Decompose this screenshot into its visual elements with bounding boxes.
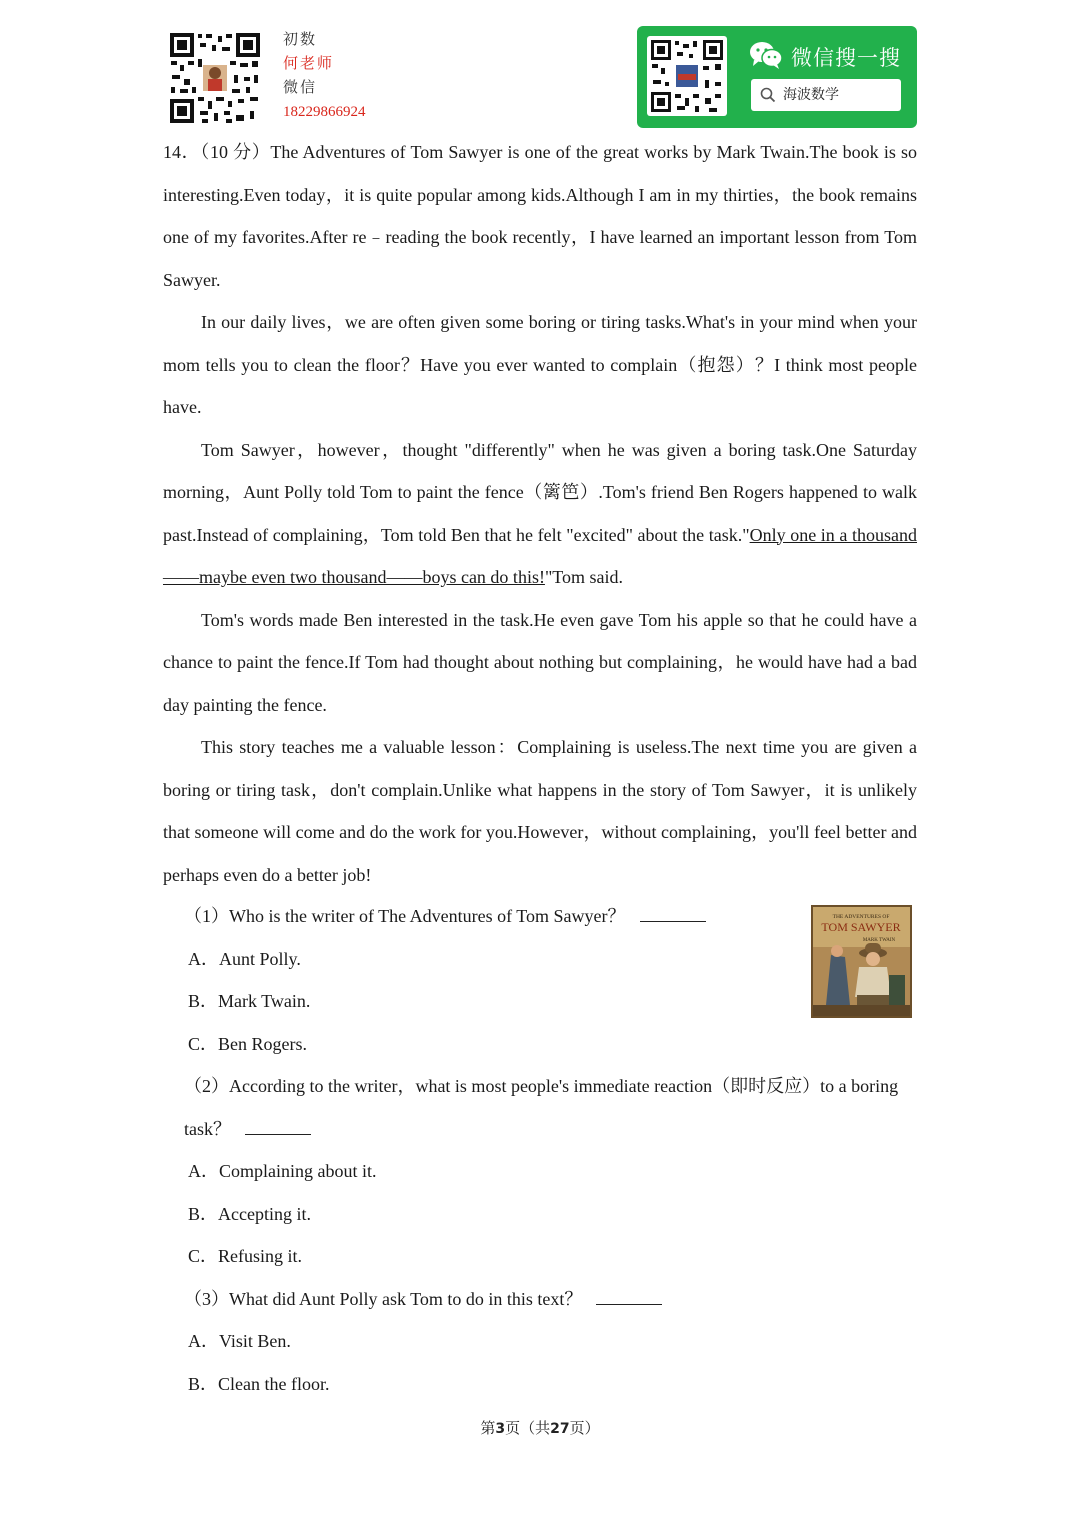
passage-intro: 14．（10 分）The Adventures of Tom Sawyer is one of the great works by Mark Twain.The book is so interesting.Even today，it is quite popular among kids.Although I am in my thirties，the book remains one of my favorites.After re﹣reading the book recently，I have learned an important lesson from Tom Sawyer. bbox=[163, 142, 917, 290]
passage-paragraph-2: In our daily lives，we are often given some boring or tiring tasks.What's in your mind when your mom tells you to clean the floor？Have you ever wanted to complain（抱怨）？I think most people have. bbox=[163, 312, 917, 417]
question-1-option-b: B．Mark Twain. bbox=[188, 991, 311, 1011]
cover-author: MARK TWAIN bbox=[862, 938, 896, 943]
question-3-stem: （3）What did Aunt Polly ask Tom to do in this text？ bbox=[184, 1278, 917, 1321]
current-page-number: 3 bbox=[495, 1421, 506, 1437]
wechat-banner-title: 微信搜一搜 bbox=[791, 46, 901, 70]
cover-small-title: THE ADVENTURES OF bbox=[832, 914, 890, 920]
question-1-option-a: A．Aunt Polly. bbox=[188, 948, 301, 969]
answer-blank-1[interactable] bbox=[640, 901, 706, 922]
total-page-count: 27 bbox=[550, 1421, 570, 1437]
passage-paragraph-4: Tom's words made Ben interested in the task.He even gave Tom his apple so that he could have a chance to paint the fence.If Tom had thought about nothing but complaining，he would have had a bad day painting the fence. bbox=[163, 609, 917, 715]
question-2-option-c: C．Refusing it. bbox=[188, 1246, 303, 1266]
wechat-search-field[interactable] bbox=[751, 79, 901, 111]
teacher-contact bbox=[283, 28, 366, 124]
passage-paragraph-3 bbox=[163, 429, 917, 599]
page-footer bbox=[0, 1417, 1080, 1438]
contact-phone: 18229866924 bbox=[283, 104, 366, 120]
question-2-option-b: B．Accepting it. bbox=[188, 1203, 311, 1224]
cover-title: TOM SAWYER bbox=[821, 920, 901, 934]
contact-line-teacher: 何老师 bbox=[283, 56, 335, 72]
reading-passage bbox=[163, 131, 917, 896]
contact-line-subject: 初数 bbox=[283, 32, 318, 48]
p3-text-after: "Tom said. bbox=[544, 567, 624, 587]
search-icon bbox=[760, 87, 776, 103]
footer-middle: 页（共 bbox=[505, 1421, 551, 1437]
answer-blank-2[interactable] bbox=[245, 1114, 311, 1135]
book-cover-image bbox=[811, 905, 912, 1018]
question-2-option-a: A．Complaining about it. bbox=[188, 1161, 377, 1181]
wechat-search-banner[interactable] bbox=[637, 26, 917, 128]
question-1-stem: （1）Who is the writer of The Adventures of Tom Sawyer？ bbox=[184, 895, 917, 938]
wechat-search-text: 海波数学 bbox=[783, 87, 839, 103]
answer-blank-3[interactable] bbox=[596, 1284, 662, 1305]
footer-prefix: 第 bbox=[480, 1421, 496, 1437]
wechat-qr-code bbox=[647, 36, 727, 116]
question-3-option-b: B．Clean the floor. bbox=[188, 1373, 330, 1394]
passage-paragraph-5: This story teaches me a valuable lesson：Complaining is useless.The next time you are given a boring or tiring task，don't complain.Unlike what happens in the story of Tom Sawyer，it is unlikely that someone will come and do the work for you.However，without complaining，you'll feel better and perhaps even do a better job! bbox=[163, 737, 917, 885]
footer-suffix: 页） bbox=[569, 1421, 600, 1437]
p3-text-before: Tom Sawyer，however，thought "differently" when he was given a boring task.One Saturday morning，Aunt Polly told Tom to paint the fence（篱笆）.Tom's friend Ben Rogers happened to walk past.Instead of complaining，Tom told Ben that he felt "excited" about the task." bbox=[163, 439, 917, 545]
teacher-qr-code bbox=[168, 31, 262, 125]
p3-underlined-quote: Only one in a thousand——maybe even two thousand——boys can do this! bbox=[163, 524, 917, 587]
question-list bbox=[184, 895, 917, 1405]
contact-line-wechat: 微信 bbox=[283, 80, 318, 96]
question-3-option-a: A．Visit Ben. bbox=[188, 1331, 291, 1351]
question-2-stem: （2）According to the writer，what is most people's immediate reaction（即时反应）to a boring task？ bbox=[184, 1076, 899, 1139]
question-1-option-c: C．Ben Rogers. bbox=[188, 1033, 307, 1054]
